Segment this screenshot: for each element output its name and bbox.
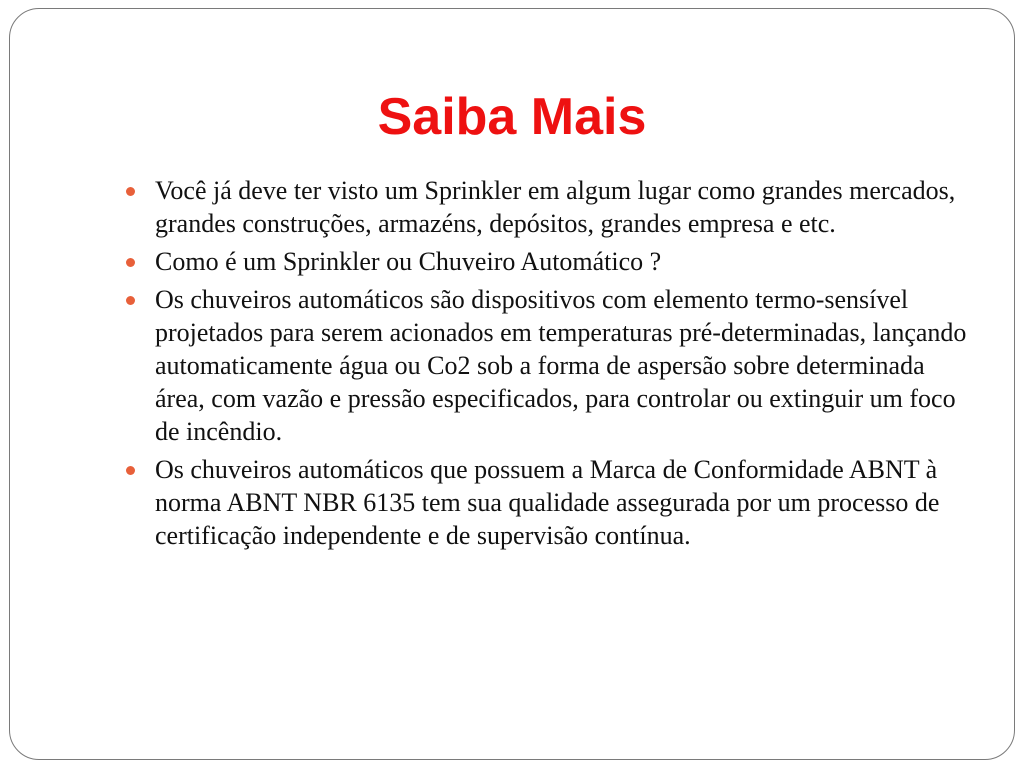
bullet-list [122,174,977,557]
bullet-dot-icon [126,466,135,475]
bullet-text: Os chuveiros automáticos que possuem a Marca de Conformidade ABNT à norma ABNT NBR 6135 tem sua qualidade assegurada por um processo de certificação independente e de supervisão contínua. [155,455,940,550]
bullet-item-3 [122,283,977,448]
bullet-item-1 [122,174,977,240]
bullet-text: Você já deve ter visto um Sprinkler em algum lugar como grandes mercados, grandes construções, armazéns, depósitos, grandes empresa e etc. [155,176,956,238]
slide-title: Saiba Mais [377,88,647,146]
slide-frame [9,8,1015,760]
bullet-dot-icon [126,296,135,305]
bullet-dot-icon [126,187,135,196]
bullet-text: Como é um Sprinkler ou Chuveiro Automático ? [155,247,662,276]
bullet-item-4 [122,453,977,552]
bullet-text: Os chuveiros automáticos são dispositivos com elemento termo-sensível projetados para serem acionados em temperaturas pré-determinadas, lançando automaticamente água ou Co2 sob a forma de aspersão sobre determinada área, com vazão e pressão especificados, para controlar ou extinguir um foco de incêndio. [155,285,967,446]
bullet-item-2 [122,245,977,278]
bullet-dot-icon [126,258,135,267]
